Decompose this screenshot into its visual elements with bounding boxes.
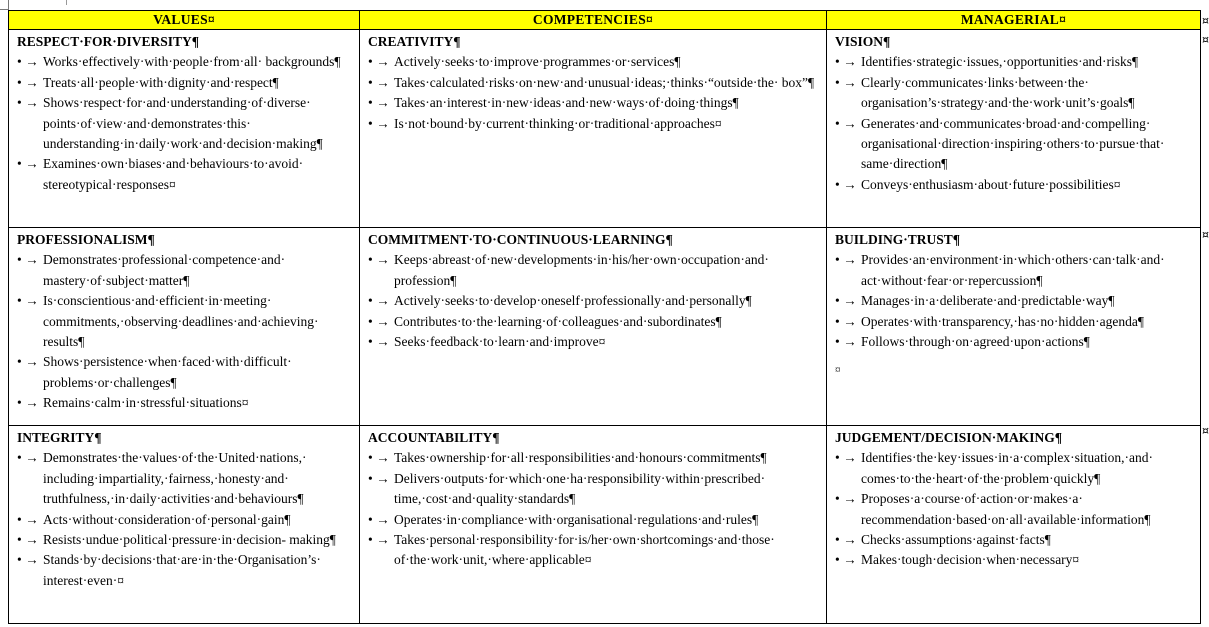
bullet-icon: • →	[835, 74, 857, 90]
list-item-text: Works·effectively·with·people·from·all· backgrounds¶	[43, 54, 341, 70]
bullet-icon: • →	[368, 470, 390, 486]
bullet-list	[17, 448, 353, 591]
bullet-icon: • →	[368, 334, 390, 350]
list-item	[368, 312, 820, 332]
bullet-icon: • →	[17, 74, 39, 90]
list-item	[368, 73, 820, 93]
bullet-list	[17, 250, 353, 413]
bullet-icon: • →	[17, 95, 39, 111]
cell-vision[interactable]	[827, 30, 1201, 228]
list-item	[368, 250, 820, 291]
bullet-list	[17, 52, 353, 195]
bullet-icon: • →	[17, 156, 39, 172]
list-item	[835, 73, 1194, 114]
list-item-text: Actively·seeks·to·improve·programmes·or·services¶	[394, 54, 681, 70]
list-item	[17, 73, 353, 93]
list-item	[17, 291, 353, 352]
bullet-icon: • →	[17, 450, 39, 466]
end-of-row-mark: ¤	[1202, 228, 1209, 241]
list-item-text: Provides·an·environment·in·which·others·can·talk·and· act·without·fear·or·repercussion¶	[861, 252, 1165, 288]
list-item-text: Treats·all·people·with·dignity·and·respect¶	[43, 74, 279, 90]
list-item	[835, 530, 1194, 550]
list-item	[17, 250, 353, 291]
bullet-icon: • →	[368, 293, 390, 309]
cell-title: BUILDING·TRUST¶	[835, 232, 961, 247]
list-item-text: Remains·calm·in·stressful·situations¤	[43, 395, 249, 411]
bullet-icon: • →	[17, 54, 39, 70]
list-item	[368, 448, 820, 468]
bullet-icon: • →	[368, 115, 390, 131]
bullet-icon: • →	[368, 74, 390, 90]
bullet-icon: • →	[368, 532, 390, 548]
list-item-text: Contributes·to·the·learning·of·colleagues·and·subordinates¶	[394, 313, 722, 329]
bullet-list	[368, 250, 820, 352]
list-item-text: Demonstrates·professional·competence·and· mastery·of·subject·matter¶	[43, 252, 286, 288]
list-item	[835, 52, 1194, 72]
list-item	[17, 448, 353, 509]
list-item	[835, 489, 1194, 530]
bullet-icon: • →	[17, 354, 39, 370]
cell-professionalism[interactable]	[9, 228, 360, 426]
list-item-text: Conveys·enthusiasm·about·future·possibilities¤	[861, 176, 1121, 192]
list-item	[368, 114, 820, 134]
list-item	[835, 332, 1194, 352]
end-of-row-mark: ¤	[1202, 33, 1209, 46]
cell-title: PROFESSIONALISM¶	[17, 232, 155, 247]
list-item	[835, 312, 1194, 332]
bullet-icon: • →	[368, 450, 390, 466]
list-item	[368, 469, 820, 510]
bullet-icon: • →	[368, 95, 390, 111]
list-item	[368, 52, 820, 72]
bullet-icon: • →	[368, 252, 390, 268]
bullet-list	[835, 52, 1194, 195]
bullet-icon: • →	[835, 313, 857, 329]
cell-title: ACCOUNTABILITY¶	[368, 430, 500, 445]
list-item-text: Identifies·the·key·issues·in·a·complex·situation,·and· comes·to·the·heart·of·the·problem·quickly¶	[861, 450, 1154, 486]
list-item	[835, 550, 1194, 570]
header-row	[9, 11, 1201, 30]
cell-respect-for-diversity[interactable]	[9, 30, 360, 228]
bullet-icon: • →	[17, 552, 39, 568]
list-item-text: Takes·personal·responsibility·for·is/her·own·shortcomings·and·those· of·the·work·unit,·where·applicable¤	[394, 532, 775, 568]
ruler-tick-mark	[66, 0, 67, 5]
bullet-icon: • →	[17, 511, 39, 527]
bullet-list	[835, 250, 1194, 352]
list-item	[835, 291, 1194, 311]
list-item	[368, 332, 820, 352]
list-item	[17, 154, 353, 195]
list-item-text: Is·conscientious·and·efficient·in·meeting· commitments,·observing·deadlines·and·achieving· results¶	[43, 293, 319, 350]
list-item-text: Delivers·outputs·for·which·one·ha·responsibility·within·prescribed· time,·cost·and·quality·standards¶	[394, 470, 766, 507]
bullet-icon: • →	[835, 552, 857, 568]
list-item	[835, 175, 1194, 195]
bullet-icon: • →	[17, 252, 39, 268]
cell-title: RESPECT·FOR·DIVERSITY¶	[17, 34, 200, 49]
list-item-text: Follows·through·on·agreed·upon·actions¶	[861, 334, 1090, 350]
bullet-icon: • →	[835, 532, 857, 548]
list-item-text: Takes·calculated·risks·on·new·and·unusual·ideas;·thinks·“outside·the· box”¶	[394, 74, 815, 90]
list-item-text: Is·not·bound·by·current·thinking·or·traditional·approaches¤	[394, 115, 722, 131]
list-item-text: Operates·with·transparency,·has·no·hidden·agenda¶	[861, 313, 1144, 329]
list-item-text: Demonstrates·the·values·of·the·United·nations,· including·impartiality,·fairness,·honesty·and· truthfulness,·in·daily·activities·and·behaviours¶	[43, 450, 307, 507]
bullet-icon: • →	[835, 176, 857, 192]
list-item-text: Operates·in·compliance·with·organisational·regulations·and·rules¶	[394, 511, 759, 527]
list-item	[835, 448, 1194, 489]
cell-title: JUDGEMENT/DECISION·MAKING¶	[835, 430, 1063, 445]
list-item	[835, 250, 1194, 291]
list-item	[17, 550, 353, 591]
list-item-text: Clearly·communicates·links·between·the· organisation’s·strategy·and·the·work·unit’s·goals¶	[861, 74, 1135, 111]
list-item-text: Actively·seeks·to·develop·oneself·professionally·and·personally¶	[394, 293, 752, 309]
cell-title: VISION¶	[835, 34, 891, 49]
cell-accountability[interactable]	[360, 426, 827, 624]
bullet-icon: • →	[17, 395, 39, 411]
list-item-text: Shows·persistence·when·faced·with·difficult· problems·or·challenges¶	[43, 354, 292, 390]
cell-title: INTEGRITY¶	[17, 430, 102, 445]
bullet-icon: • →	[835, 334, 857, 350]
cell-building-trust[interactable]	[827, 228, 1201, 426]
list-item-text: Seeks·feedback·to·learn·and·improve¤	[394, 334, 606, 350]
list-item-text: Checks·assumptions·against·facts¶	[861, 532, 1051, 548]
list-item	[17, 510, 353, 530]
header-values: VALUES¤	[9, 11, 360, 30]
bullet-icon: • →	[835, 491, 857, 507]
list-item	[368, 291, 820, 311]
list-item-text: Takes·ownership·for·all·responsibilities·and·honours·commitments¶	[394, 450, 767, 466]
bullet-icon: • →	[835, 115, 857, 131]
list-item-text: Keeps·abreast·of·new·developments·in·his/her·own·occupation·and· profession¶	[394, 252, 769, 288]
bullet-icon: • →	[368, 511, 390, 527]
end-of-row-mark: ¤	[1202, 14, 1209, 27]
header-managerial: MANAGERIAL¤	[827, 11, 1201, 30]
competency-table	[8, 10, 1201, 624]
bullet-list	[368, 448, 820, 570]
list-item	[368, 510, 820, 530]
list-item	[17, 93, 353, 154]
bullet-icon: • →	[17, 293, 39, 309]
list-item	[835, 114, 1194, 175]
bullet-icon: • →	[17, 532, 39, 548]
cell-title: CREATIVITY¶	[368, 34, 461, 49]
list-item-text: Takes·an·interest·in·new·ideas·and·new·ways·of·doing·things¶	[394, 95, 739, 111]
list-item-text: Examines·own·biases·and·behaviours·to·avoid· stereotypical·responses¤	[43, 156, 304, 192]
list-item	[368, 93, 820, 113]
list-item	[17, 52, 353, 72]
bullet-icon: • →	[368, 54, 390, 70]
list-item	[368, 530, 820, 571]
list-item-text: Acts·without·consideration·of·personal·gain¶	[43, 511, 291, 527]
bullet-list	[368, 52, 820, 134]
list-item-text: Makes·tough·decision·when·necessary¤	[861, 552, 1080, 568]
list-item	[17, 393, 353, 413]
list-item-text: Shows·respect·for·and·understanding·of·diverse· points·of·view·and·demonstrates·this· understanding·in·daily·work·and·decision·making¶	[43, 95, 323, 152]
table-row	[9, 30, 1201, 228]
table-row	[9, 228, 1201, 426]
end-of-cell-mark: ¤	[835, 364, 841, 377]
list-item-text: Proposes·a·course·of·action·or·makes·a· recommendation·based·on·all·available·information¶	[861, 491, 1151, 527]
list-item-text: Identifies·strategic·issues,·opportunities·and·risks¶	[861, 54, 1139, 70]
cell-title: COMMITMENT·TO·CONTINUOUS·LEARNING¶	[368, 232, 673, 247]
list-item-text: Stands·by·decisions·that·are·in·the·Organisation’s· interest·even·¤	[43, 552, 321, 588]
bullet-icon: • →	[835, 252, 857, 268]
list-item	[17, 352, 353, 393]
bullet-icon: • →	[835, 54, 857, 70]
bullet-icon: • →	[835, 450, 857, 466]
cell-commitment-to-continuous-learning[interactable]	[360, 228, 827, 426]
cell-integrity[interactable]	[9, 426, 360, 624]
header-competencies: COMPETENCIES¤	[360, 11, 827, 30]
list-item-text: Generates·and·communicates·broad·and·compelling· organisational·direction·inspiring·others·to·pursue·that· same·direction¶	[861, 115, 1165, 172]
list-item-text: Manages·in·a·deliberate·and·predictable·way¶	[861, 293, 1115, 309]
text-boundary-corner-mark	[0, 0, 9, 10]
list-item	[17, 530, 353, 550]
bullet-list	[835, 448, 1194, 570]
bullet-icon: • →	[368, 313, 390, 329]
end-of-row-mark: ¤	[1202, 424, 1209, 437]
cell-creativity[interactable]	[360, 30, 827, 228]
cell-judgement-decision-making[interactable]	[827, 426, 1201, 624]
list-item-text: Resists·undue·political·pressure·in·decision- making¶	[43, 532, 336, 548]
table-row	[9, 426, 1201, 624]
bullet-icon: • →	[835, 293, 857, 309]
